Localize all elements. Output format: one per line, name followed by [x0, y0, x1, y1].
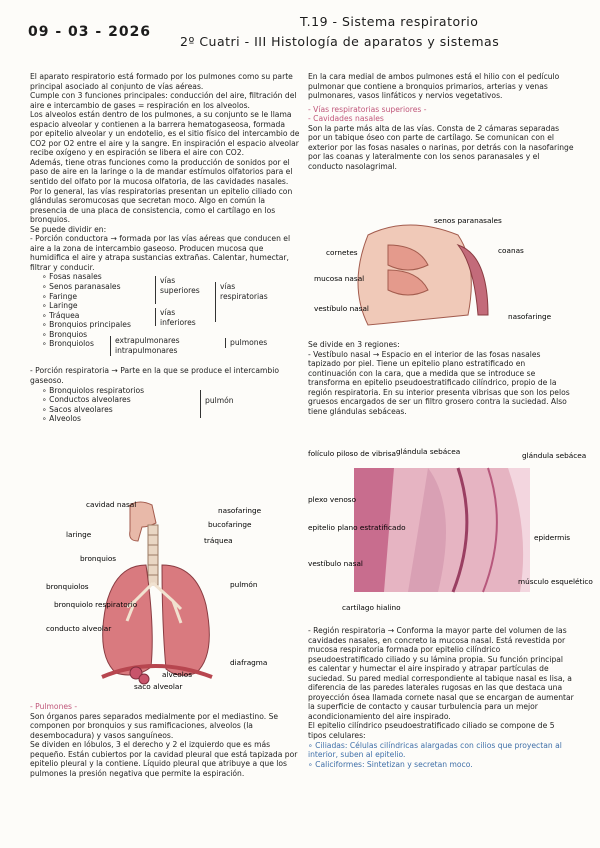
pulmones-p1: Son órganos pares separados medialmente por el mediastino. Se componen por bronquios y sus ramificaciones, alveolos (la desembocadura) y vasos sanguíneos. — [30, 711, 279, 740]
vestibule-histology-image — [308, 444, 593, 616]
list-item: ∘ Bronquiolos — [42, 339, 94, 349]
label-plexo-venoso: plexo venoso — [308, 495, 357, 504]
cavidades-title: - Cavidades nasales — [308, 114, 384, 124]
intro-p7: - Porción conductora → formada por las vías aéreas que conducen el aire a la zona de intercambio gaseoso. Producen mucosa que humidifica el aire y atrapa sustancias extrañas. Calentar, humectar, filtrar y conducir. — [30, 234, 291, 272]
page-subtitle: 2º Cuatri - III Histología de aparatos y sistemas — [180, 34, 500, 49]
label-cornetes: cornetes — [326, 248, 358, 257]
caliciformes-text: ∘ Caliciformes: Sintetizan y secretan moco. — [308, 759, 473, 769]
label-glandula-sebacea-1: glándula sebácea — [396, 447, 461, 456]
list-item: ∘ Bronquios — [42, 329, 88, 339]
label-pulmon: pulmón — [230, 580, 258, 589]
label-conducto-alveolar: conducto alveolar — [46, 624, 112, 633]
label-cartilago: cartílago hialino — [342, 603, 401, 612]
label-bronquiolos: bronquiolos — [46, 582, 89, 591]
label-foliculo-piloso: folículo piloso de vibrisa — [308, 449, 396, 458]
hilio-text: En la cara medial de ambos pulmones está el hilio con el pedículo pulmonar que contiene a bronquios primarios, arterias y venas pulmonares, vasos linfáticos y nervios vegetativos. — [308, 72, 560, 101]
regions-section — [308, 340, 574, 416]
label-vestibulo-nasal: vestíbulo nasal — [314, 304, 369, 313]
vias-superiores-title: - Vías respiratorias superiores - — [308, 104, 427, 114]
intro-p3: Los alveolos están dentro de los pulmones, a su conjunto se le llama espacio alveolar y contienen a la barrera hematogaseosa, formada por epitelio alveolar y un endotelio, es el sitio físico del intercambio de CO2 por O2 entre el aire y la sangre. En inspiración el espacio alveolar recibe oxígeno y en espiración se libera el aire con CO2. — [30, 110, 300, 158]
label-coanas: coanas — [498, 246, 524, 255]
page-title: T.19 - Sistema respiratorio — [300, 14, 479, 29]
epi-intro: El epitelio cilíndrico pseudoestratificado ciliado se compone de 5 tipos celulares: — [308, 721, 555, 741]
label-nasofaringe: nasofaringe — [218, 506, 262, 515]
list-item: ∘ Conductos alveolares — [42, 395, 131, 405]
intro-p2: Cumple con 3 funciones principales: conducción del aire, filtración del aire e intercambio de gases = respiración en los alveolos. — [30, 91, 297, 110]
list-item: ∘ Bronquiolos respiratorios — [42, 385, 145, 395]
group-vias-respiratorias: vías respiratorias — [215, 282, 270, 322]
vestibulo-text: - Vestíbulo nasal → Espacio en el interior de las fosas nasales tapizado por piel. Tiene un epitelio plano estratificado en continuación con la cara, que a medida que se introduce se transforma en epitelio pseudoestratificado cilíndrico, propio de la región respiratoria. En su interior presenta vibrisas que son los pelos gruesos encargados de ser un filtro grosero contra la suciedad. Also tiene glándulas sebáceas. — [308, 349, 570, 416]
conducting-list — [30, 272, 300, 366]
label-cavidad-nasal: cavidad nasal — [86, 500, 137, 509]
regions-title: Se divide en 3 regiones: — [308, 340, 400, 349]
date: 09 - 03 - 2026 — [28, 24, 152, 40]
label-laringe: laringe — [66, 530, 92, 539]
label-epitelio-plano: epitelio plano estratificado — [308, 523, 406, 532]
list-item: ∘ Tráquea — [42, 310, 80, 320]
ciliadas-text: ∘ Ciliadas: Células cilíndricas alargadas con cilios que proyectan al interior, suben al epitelio. — [308, 740, 562, 760]
label-nasofaringe: nasofaringe — [508, 312, 552, 321]
pulmones-title: - Pulmones - — [30, 702, 78, 711]
label-mucosa-nasal: mucosa nasal — [314, 274, 365, 283]
group-pulmon: pulmón — [200, 390, 234, 418]
group-intrapulmonares: intrapulmonares — [110, 346, 178, 356]
left-column — [30, 72, 300, 426]
intro-p5: Por lo general, las vías respiratorias presentan un epitelio ciliado con glándulas seromucosas que secretan moco. Algo en común la presencia de una placa de consistencia, como el cartílago en los bronquios. — [30, 186, 293, 225]
list-item: ∘ Senos paranasales — [42, 282, 121, 292]
nasal-cavity-diagram — [308, 215, 574, 335]
label-bronquios: bronquios — [80, 554, 117, 563]
cavidades-text: Son la parte más alta de las vías. Consta de 2 cámaras separadas por un tabique óseo con parte de cartílago. Se comunican con el exterior por las fosas nasales o narinas, por detrás con la nasofaringe por las coanas y lateralmente con los senos paranasales y el conducto nasolagrimal. — [308, 123, 574, 171]
region-resp-text: - Región respiratoria → Conforma la mayor parte del volumen de las cavidades nasales, en concreto la mucosa nasal. Está revestida por mucosa respiratoria formada por epitelio cilíndrico pseudoestratificado ciliado y su lámina propia. Su función principal es calentar y humectar el aire inspirado y atrapar partículas de suciedad. Su pared medial correspondiente al tabique nasal es lisa, a diferencia de las paredes laterales rugosas en las que destaca una proyección ósea llamada cornete nasal que se encargan de aumentar la superficie de contacto y causar turbulencia para un mejor acondicionamiento del aire inspirado. — [308, 626, 574, 721]
intro-p4: Además, tiene otras funciones como la producción de sonidos por el paso de aire en la laringe o la de mandar estímulos olfatorios para el sentido del olfato por la mucosa olfatoria, de las cavidades nasales. — [30, 157, 293, 187]
list-item: ∘ Fosas nasales — [42, 272, 102, 282]
label-alveolos: alveolos — [162, 670, 193, 679]
respiratory-portion: - Porción respiratoria → Parte en la que se produce el intercambio gaseoso. — [30, 366, 279, 386]
list-item: ∘ Laringe — [42, 301, 78, 311]
label-senos-paranasales: senos paranasales — [434, 216, 502, 225]
respiratory-system-diagram — [30, 495, 300, 695]
label-bronquiolo-respiratorio: bronquiolo respiratorio — [54, 600, 138, 609]
list-item: ∘ Sacos alveolares — [42, 404, 113, 414]
intro-p6: Se puede dividir en: — [30, 224, 107, 234]
label-traquea: tráquea — [204, 536, 233, 545]
region-respiratoria-section — [308, 626, 574, 769]
group-vias-inferiores: vías inferiores — [155, 308, 204, 326]
pulmones-section — [30, 702, 300, 778]
label-epidermis: epidermis — [534, 533, 571, 542]
label-bucofaringe: bucofaringe — [208, 520, 252, 529]
label-vestibulo-nasal-2: vestíbulo nasal — [308, 559, 363, 568]
nasal-cavity-section — [358, 225, 471, 325]
intro-p1: El aparato respiratorio está formado por los pulmones como su parte principal asociado al conjunto de vías aéreas. — [30, 72, 293, 91]
pulmones-p2: Se dividen en lóbulos, 3 el derecho y 2 el izquierdo que es más pequeño. Están cubiertos por la cavidad pleural que está tapizada por epitelio pleural y la contiene. Líquido pleural que atribuye a que los pulmones la presión negativa que permite la espiración. — [30, 740, 298, 778]
right-column-top — [308, 72, 574, 171]
list-item: ∘ Faringe — [42, 291, 78, 301]
list-item: ∘ Alveolos — [42, 414, 82, 424]
resp-items — [34, 386, 144, 424]
label-diafragma: diafragma — [230, 658, 268, 667]
left-lung-shape — [162, 565, 209, 675]
list-item: ∘ Bronquios principales — [42, 320, 131, 330]
label-glandula-sebacea-2: glándula sebácea — [522, 451, 587, 460]
label-saco-alveolar: saco alveolar — [134, 682, 183, 691]
label-musculo: músculo esquelético — [518, 577, 593, 586]
resp-list — [30, 386, 300, 426]
group-extrapulmonares: extrapulmonares — [110, 336, 180, 346]
group-pulmones: pulmones — [225, 338, 267, 348]
group-vias-superiores: vías superiores — [155, 276, 204, 304]
